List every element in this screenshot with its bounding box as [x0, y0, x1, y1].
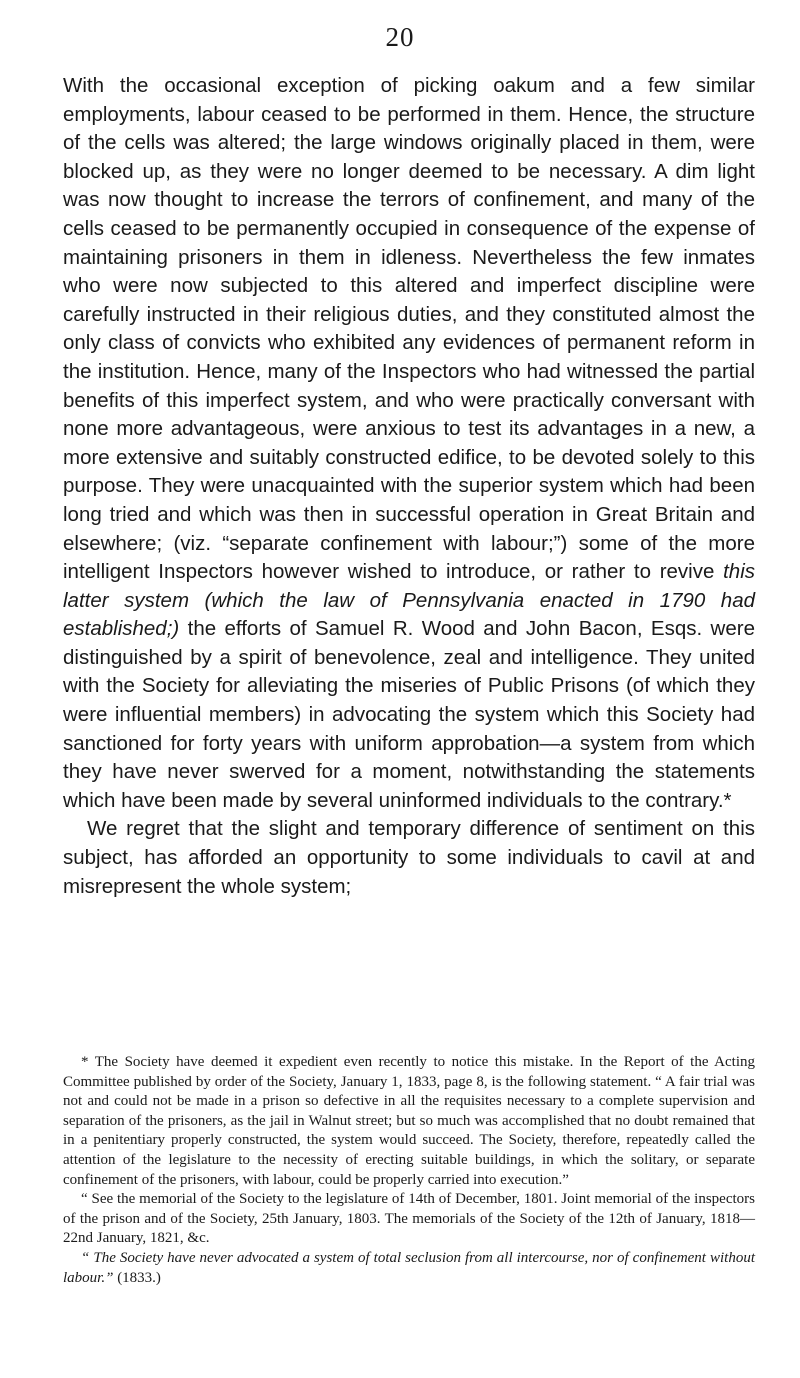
page-number: 20: [385, 22, 415, 52]
paragraph-1: [63, 72, 755, 815]
footnote-3-italic: “ The Society have never advocated a system of total seclusion from all intercourse, nor of confinement without labour.”: [63, 1249, 755, 1286]
main-text: [63, 72, 755, 901]
footnotes: [63, 1053, 755, 1288]
footnote-2: “ See the memorial of the Society to the legislature of 14th of December, 1801. Joint memorial of the inspectors of the prison and of the Society, 25th January, 1803. The memorials of the Society of the 12th of January, 1818—22nd January, 1821, &c.: [63, 1191, 755, 1247]
footnote-3-end: (1833.): [117, 1269, 161, 1286]
paragraph-1-italic: this latter system (which the law of Pennsylvania enacted in 1790 had established;): [63, 560, 755, 641]
paragraph-2: We regret that the slight and temporary difference of sentiment on this subject, has afforded an opportunity to some individuals to cavil at and misrepresent the whole system;: [63, 817, 755, 898]
footnote-3: [63, 1249, 755, 1288]
paragraph-1-end: the efforts of Samuel R. Wood and John Bacon, Esqs. were distinguished by a spirit of benevolence, zeal and intelligence. They united with the Society for alleviating the miseries of Public Prisons (of which they were influential members) in advocating the system which this Society had sanctioned for forty years with uniform approbation—a system from which they have never swerved for a moment, notwithstanding the statements which have been made by several uninformed individuals to the contrary.*: [63, 617, 755, 812]
paragraph-1-text: With the occasional exception of picking oakum and a few similar employments, labour ceased to be performed in them. Hence, the structure of the cells was altered; the large windows originally placed in them, were blocked up, as they were no longer deemed to be necessary. A dim light was now thought to increase the terrors of confinement, and many of the cells ceased to be permanently occupied in consequence of the expense of maintaining prisoners in them in idleness. Nevertheless the few inmates who were now subjected to this altered and imperfect discipline were carefully instructed in their religious duties, and they constituted almost the only class of convicts who exhibited any evidences of permanent reform in the institution. Hence, many of the Inspectors who had witnessed the partial benefits of this imperfect system, and who were practically conversant with none more advantageous, were anxious to test its advantages in a new, a more extensive and suitably constructed edifice, to be devoted solely to this purpose. They were unacquainted with the superior system which had been long tried and which was then in successful operation in Great Britain and elsewhere; (viz. “separate confinement with labour;”) some of the more intelligent Inspectors however wished to introduce, or rather to revive: [63, 74, 755, 584]
footnote-1: * The Society have deemed it expedient even recently to notice this mistake. In the Report of the Acting Committee published by order of the Society, January 1, 1833, page 8, is the following statement. “ A fair trial was not and could not be made in a prison so defective in all the requisites necessary to a complete supervision and separation of the prisoners, as the jail in Walnut street; but so much was accomplished that no doubt remained that in a penitentiary properly constructed, the system would succeed. The Society, therefore, repeatedly called the attention of the legislature to the necessity of erecting suitable buildings, in which the solitary, or separate confinement of the prisoners, with labour, could be properly carried into execution.”: [63, 1054, 755, 1188]
